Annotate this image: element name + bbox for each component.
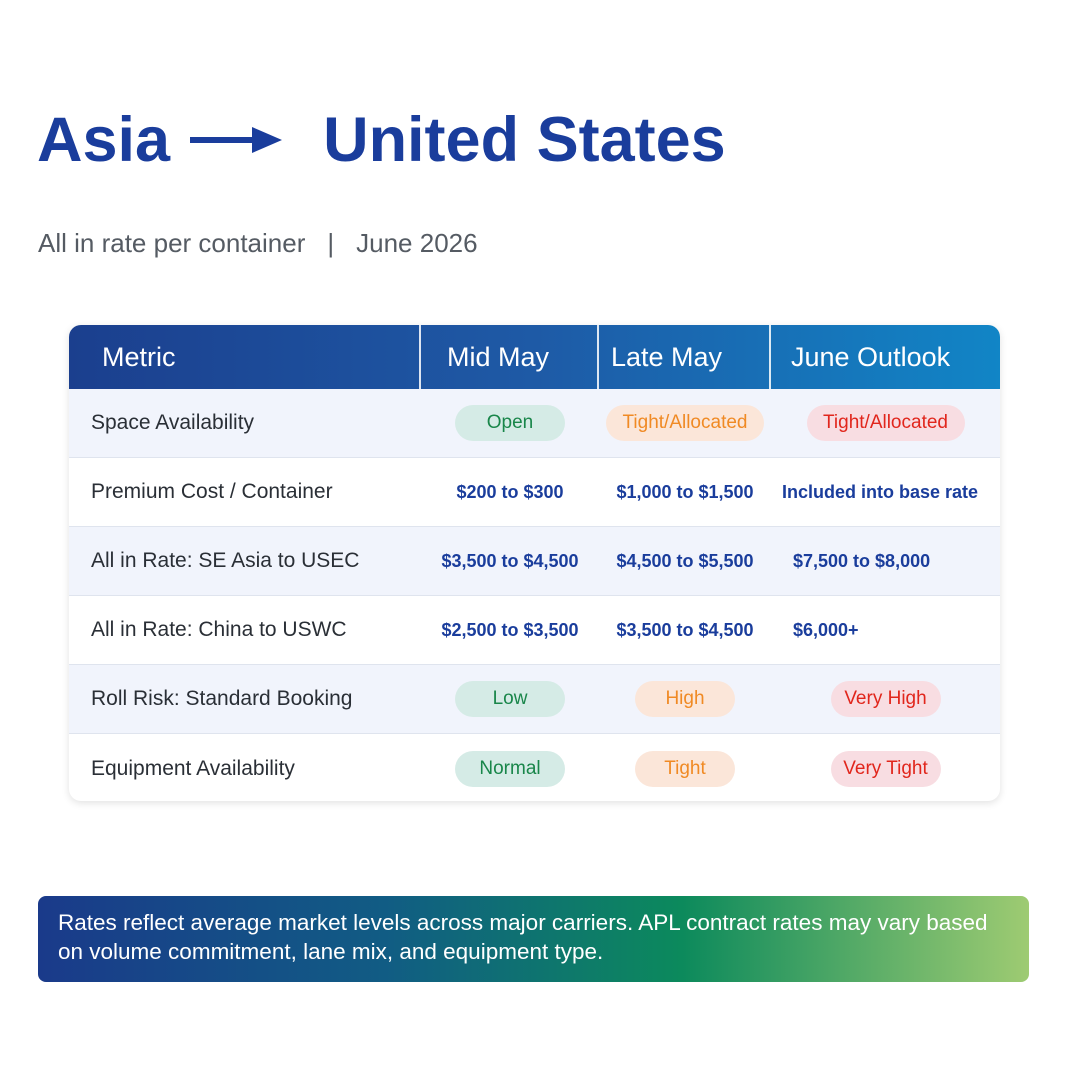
rate-table	[69, 325, 1000, 801]
rate-value: $3,500 to $4,500	[441, 550, 579, 571]
page-title	[37, 100, 726, 180]
rate-value: $4,500 to $5,500	[616, 550, 754, 571]
rate-value: $200 to $300	[456, 481, 564, 502]
rate-value: $1,000 to $1,500	[616, 481, 754, 502]
column-header-late-may: Late May	[599, 325, 771, 389]
table-row	[69, 458, 1000, 527]
metric-label: Space Availability	[91, 411, 255, 434]
rate-value: Included into base rate	[782, 481, 979, 502]
table-row	[69, 527, 1000, 596]
metric-label: All in Rate: China to USWC	[91, 618, 347, 641]
rate-value: $6,000+	[793, 619, 859, 640]
column-header-metric: Metric	[69, 325, 421, 389]
status-badge: Open	[455, 405, 565, 441]
metric-label: Premium Cost / Container	[91, 480, 333, 503]
metric-label: All in Rate: SE Asia to USEC	[91, 549, 360, 572]
status-badge: Very Tight	[831, 751, 941, 787]
origin-label: Asia	[37, 105, 171, 175]
status-badge: Normal	[455, 751, 565, 787]
rate-value: $7,500 to $8,000	[793, 550, 931, 571]
table-row	[69, 596, 1000, 665]
metric-label: Equipment Availability	[91, 756, 295, 780]
period-label: June 2026	[356, 228, 478, 258]
rate-basis-label: All in rate per container	[38, 228, 306, 258]
status-badge: Tight/Allocated	[807, 405, 965, 441]
status-badge: Very High	[831, 681, 941, 717]
rate-value: $2,500 to $3,500	[441, 619, 579, 640]
footnote-text: Rates reflect average market levels across major carriers. APL contract rates may vary based on volume commitment, lane mix, and equipment type.	[58, 910, 988, 964]
subtitle	[38, 228, 478, 259]
table-row	[69, 734, 1000, 801]
arrow-right-icon	[190, 125, 285, 155]
table-header	[69, 325, 1000, 389]
status-badge: Tight	[635, 751, 735, 787]
metric-label: Roll Risk: Standard Booking	[91, 687, 353, 710]
column-header-mid-may: Mid May	[421, 325, 599, 389]
status-badge: Tight/Allocated	[606, 405, 764, 441]
subtitle-separator: |	[327, 228, 335, 258]
rate-value: $3,500 to $4,500	[616, 619, 754, 640]
destination-label: United States	[323, 105, 726, 175]
column-header-june-outlook: June Outlook	[791, 341, 951, 372]
status-badge: Low	[455, 681, 565, 717]
table-row	[69, 665, 1000, 734]
status-badge: High	[635, 681, 735, 717]
table-row	[69, 389, 1000, 458]
footnote-banner	[38, 896, 1029, 982]
